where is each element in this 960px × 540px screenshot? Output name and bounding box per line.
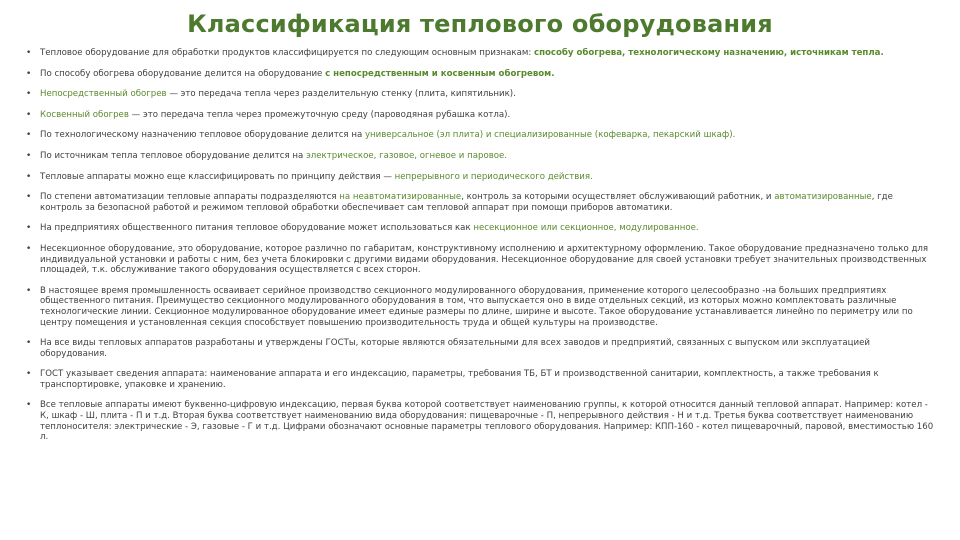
highlighted-text: несекционное или секционное, модулированное.	[473, 223, 699, 234]
highlighted-text: непрерывного и периодического действия.	[394, 171, 593, 182]
bullet-icon: •	[26, 68, 32, 79]
bullet-icon: •	[26, 130, 32, 141]
bullet-list	[24, 48, 936, 443]
item-text: — это передача тепла через разделительную стенку (плита, кипятильник).	[166, 89, 516, 100]
highlighted-text: Непосредственный обогрев	[40, 89, 167, 100]
bullet-icon: •	[26, 400, 32, 411]
highlighted-text: автоматизированные	[774, 192, 872, 203]
list-item	[24, 172, 936, 183]
item-text: ГОСТ указывает сведения аппарата: наименование аппарата и его индексацию, параметры, требования ТБ, БТ и производственной санитарии, комплектность, а также требования к транспортировке, упаковке и хранению.	[40, 369, 879, 390]
highlighted-text: Косвенный обогрев	[40, 109, 129, 120]
highlighted-text: с непосредственным и косвенным обогревом.	[325, 68, 555, 79]
bullet-icon: •	[26, 48, 32, 58]
item-text: На предприятиях общественного питания тепловое оборудование может использоваться как	[40, 223, 474, 234]
item-text: По источникам тепла тепловое оборудование делится на	[40, 150, 307, 161]
list-item	[24, 130, 936, 141]
list-item	[24, 223, 936, 234]
bullet-icon: •	[26, 89, 32, 100]
item-text: Все тепловые аппараты имеют буквенно-цифровую индексацию, первая буква которой соответствует наименованию группы, к которой относится данный тепловой аппарат. Например: котел - К, шкаф - Ш, плита - П и т.д. Вторая буква соответствует наименованию вида оборудования: пищеварочные - П, непрерывного действия - Н и т.д. Третья буква соответствует наименованию теплоносителя: электрические - Э, газовые - Г и т.д. Цифрами обозначают основные параметры теплового оборудования. Например: КПП-160 - котел пищеварочный, паровой, вместимостью 160 л.	[40, 400, 934, 443]
list-item	[24, 151, 936, 162]
bullet-icon: •	[26, 192, 32, 203]
list-item	[24, 69, 936, 80]
list-item	[24, 89, 936, 100]
highlighted-text: электрическое, газовое, огневое и паровое.	[306, 150, 508, 161]
highlighted-text: универсальное (эл плита) и специализированные (кофеварка, пекарский шкаф).	[364, 130, 736, 141]
bullet-icon: •	[26, 223, 32, 234]
highlighted-text: на неавтоматизированные	[339, 192, 462, 203]
item-text: — это передача тепла через промежуточную среду (пароводяная рубашка котла).	[128, 109, 511, 120]
highlighted-text: способу обогрева, технологическому назначению, источникам тепла.	[533, 48, 884, 58]
item-text: По степени автоматизации тепловые аппараты подразделяются	[40, 192, 340, 203]
item-text: На все виды тепловых аппаратов разработаны и утверждены ГОСТы, которые являются обязательными для всех заводов и предприятий, связанных с выпуском или эксплуатацией оборудования.	[40, 338, 870, 359]
list-item	[24, 192, 936, 213]
item-text: По технологическому назначению тепловое оборудование делится на	[40, 130, 365, 141]
item-text: По способу обогрева оборудование делится на оборудование	[40, 68, 326, 79]
bullet-icon: •	[26, 171, 32, 182]
bullet-icon: •	[26, 338, 32, 349]
item-text: Тепловое оборудование для обработки продуктов классифицируется по следующим основным признакам:	[40, 48, 534, 58]
item-text: Несекционное оборудование, это оборудование, которое различно по габаритам, конструктивному исполнению и архитектурному оформлению. Такое оборудование предназначено только для индивидуальной установки и работы с ним, без учета блокировки с другими видами оборудования. Несекционное оборудование для своей установки требует значительных производственных площадей, т.к. обслуживание такого оборудования осуществляется с всех сторон.	[40, 243, 929, 276]
list-item	[24, 400, 936, 442]
list-item	[24, 369, 936, 390]
list-item	[24, 48, 936, 59]
item-text: Тепловые аппараты можно еще классифицировать по принципу действия —	[40, 171, 395, 182]
item-text: , где контроль за безопасной работой и режимом тепловой обработки обеспечивает сам тепловой аппарат при помощи приборов автоматики.	[40, 192, 893, 213]
bullet-icon: •	[26, 369, 32, 380]
bullet-icon: •	[26, 150, 32, 161]
bullet-icon: •	[26, 243, 32, 254]
list-item	[24, 244, 936, 276]
bullet-icon: •	[26, 285, 32, 296]
list-item	[24, 286, 936, 328]
list-item	[24, 338, 936, 359]
item-text: , контроль за которыми осуществляет обслуживающий работник, и	[461, 192, 775, 203]
item-text: В настоящее время промышленность осваивает серийное производство секционного модулированного оборудования, применение которого целесообразно -на больших предприятиях общественного питания. Преимущество секционного модулированного оборудования в том, что выпускается оно в виде отдельных секций, из которых можно комплектовать различные технологические линии. Секционное модулированное оборудование имеет единые размеры по длине, ширине и высоте. Такое оборудование устанавливается линейно по периметру или по центру помещения и установленная секция способствует повышению производительность труда и общей культуры на производстве.	[40, 285, 913, 328]
bullet-icon: •	[26, 109, 32, 120]
list-item	[24, 110, 936, 121]
page-title: Классификация теплового оборудования	[187, 10, 773, 38]
